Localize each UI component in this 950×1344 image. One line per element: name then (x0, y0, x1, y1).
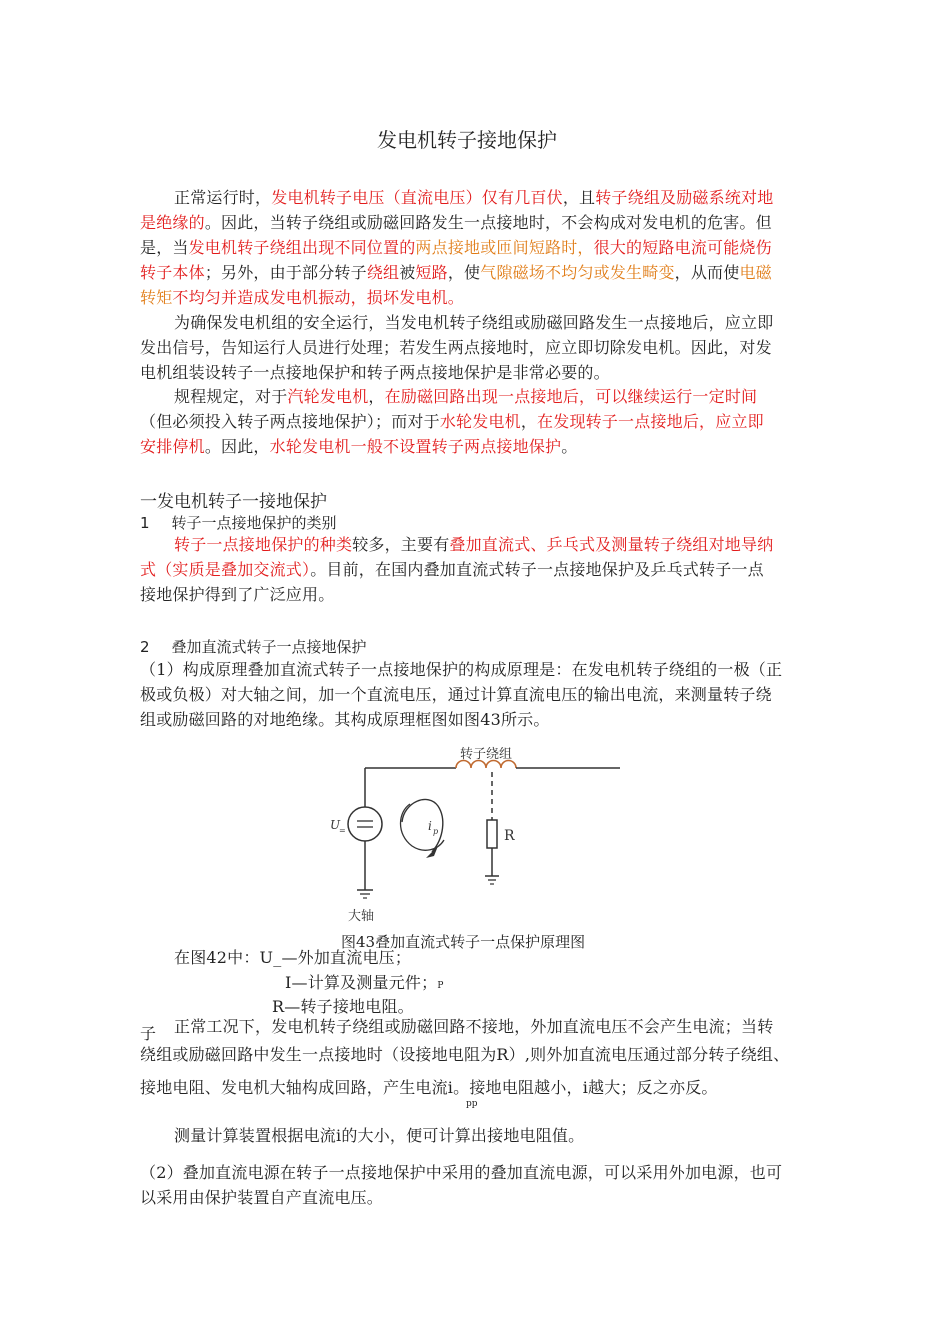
current-arrow-icon (402, 799, 443, 852)
p4-line-3: 接地电阻、发电机大轴构成回路，产生电流i。接地电阻越小，i越大；反之亦反。 (140, 1078, 718, 1097)
p6-line-1: （2）叠加直流电源在转子一点接地保护中采用的叠加直流电源，可以采用外加电源，也可 (140, 1163, 783, 1182)
p2-line-3: 电机组装设转子一点接地保护和转子两点接地保护是非常必要的。 (140, 363, 610, 382)
source-label: U (330, 818, 341, 832)
p2-line-2: 发出信号，告知运行人员进行处理；若发生两点接地时，应立即切除发电机。因此，对发 (140, 338, 772, 357)
subheading-2: 2 叠加直流式转子一点接地保护 (140, 638, 367, 656)
s1-line-2: 式（实质是叠加交流式）。目前，在国内叠加直流式转子一点接地保护及乒乓式转子一点 (140, 560, 764, 579)
winding-label: 转子绕组 (460, 747, 513, 762)
p1-line-1: 正常运行时，发电机转子电压（直流电压）仅有几百伏，且转子绕组及励磁系统对地 (174, 188, 774, 207)
resistor-icon (487, 820, 497, 848)
p5-line: 测量计算装置根据电流i的大小，便可计算出接地电阻值。 (174, 1126, 585, 1145)
subheading-1: 1 转子一点接地保护的类别 (140, 514, 337, 532)
p3-line-2: （但必须投入转子两点接地保护）；而对于水轮发电机，在发现转子一点接地后，应立即 (140, 412, 764, 431)
p3-line-3: 安排停机。因此，水轮发电机一般不设置转子两点接地保护。 (140, 437, 578, 456)
p1-line-4: 转子本体；另外，由于部分转子绕组被短路，使气隙磁场不均匀或发生畸变，从而使电磁 (140, 263, 772, 282)
legend-line-1: 在图42中：U_—外加直流电压； (174, 948, 412, 967)
current-sub: p (433, 827, 439, 836)
dc-source-icon (348, 807, 382, 841)
p4-line-2: 绕组或励磁回路中发生一点接地时（设接地电阻为R）,则外加直流电压通过部分转子绕组、 (140, 1045, 790, 1064)
s1-line-3: 接地保护得到了广泛应用。 (140, 585, 335, 604)
legend-line-3: R—转子接地电阻。 (272, 997, 414, 1016)
resistor-label: R (504, 828, 515, 844)
p1-line-2: 是绝缘的。因此，当转子绕组或励磁回路发生一点接地时，不会构成对发电机的危害。但 (140, 213, 772, 232)
stray-char: 子 (140, 1024, 157, 1043)
current-label: i (428, 819, 432, 833)
section-heading: 一发电机转子一接地保护 (140, 492, 327, 512)
p6-line-2: 以采用由保护装置自产直流电压。 (140, 1188, 384, 1207)
source-sub: = (339, 826, 346, 835)
figure-caption: 图43叠加直流式转子一点保护原理图 (341, 933, 586, 951)
p2-line-1: 为确保发电机组的安全运行，当发电机转子绕组或励磁回路发生一点接地后，应立即 (174, 313, 774, 332)
legend-line-2: I—计算及测量元件；P (285, 973, 444, 992)
s2-line-1: （1）构成原理叠加直流式转子一点接地保护的构成原理是：在发电机转子绕组的一极（正 (140, 660, 783, 679)
page-title: 发电机转子接地保护 (377, 128, 557, 152)
s2-line-2: 极或负极）对大轴之间，加一个直流电压，通过计算直流电压的输出电流，来测量转子绕 (140, 685, 772, 704)
p4-line-1: 正常工况下，发电机转子绕组或励磁回路不接地，外加直流电压不会产生电流；当转 (174, 1017, 774, 1036)
s1-line-1: 转子一点接地保护的种类较多，主要有叠加直流式、乒乓式及测量转子绕组对地导纳 (174, 535, 774, 554)
circuit-diagram (320, 742, 640, 932)
p1-line-3: 是，当发电机转子绕组出现不同位置的两点接地或匝间短路时，很大的短路电流可能烧伤 (140, 238, 772, 257)
p4-subscript: pp (466, 1099, 478, 1109)
s2-line-3: 组或励磁回路的对地绝缘。其构成原理框图如图43所示。 (140, 710, 550, 729)
p1-line-5: 转矩不均匀并造成发电机振动，损坏发电机。 (140, 288, 465, 307)
p3-line-1: 规程规定，对于汽轮发电机，在励磁回路出现一点接地后，可以继续运行一定时间 (174, 387, 758, 406)
shaft-label: 大轴 (348, 909, 375, 924)
